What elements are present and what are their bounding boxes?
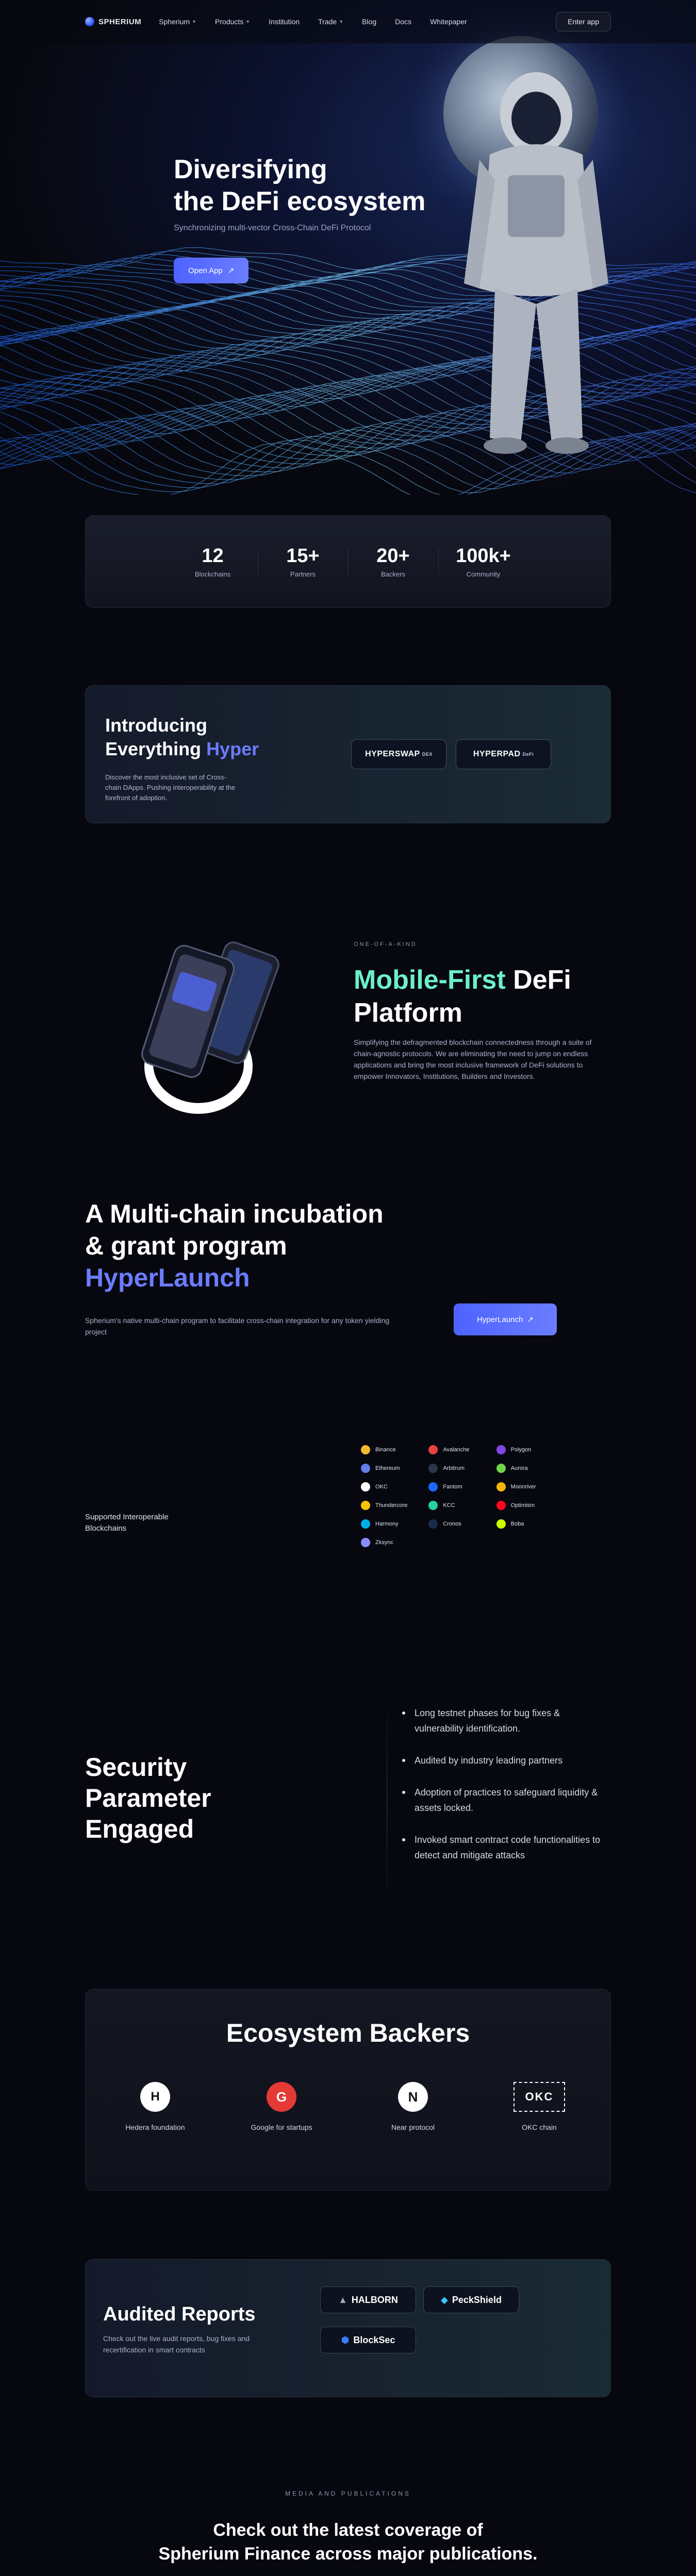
hyperswap-label: HYPERSWAP [365,750,420,758]
mobile-title-line1 [354,963,611,996]
stat-blockchains [174,545,252,578]
mobile-app-phones-image [121,933,302,1123]
security-item [402,1832,608,1863]
mobile-description: Simplifying the defragmented blockchain connectedness through a suite of chain-agnostic protocols. We are eliminating the need to jump on endless applications and bring the most inclusive framework of DeFi solutions to empower Innovators, Institutions, Builders and Investors. [354,1038,592,1080]
blockchain-item [428,1445,489,1454]
spherium-logo-icon [85,17,94,26]
stat-label: Blockchains [194,570,231,578]
stat-value: 15+ [286,545,320,567]
blockchain-name: Arbitrum [443,1465,465,1471]
brand-name: SPHERIUM [98,17,142,26]
blockchain-name: Cronos [443,1521,461,1527]
top-navbar [0,0,696,43]
stat-label: Partners [290,570,316,578]
stats-panel [85,515,611,608]
blockchain-item [361,1519,421,1529]
blockchain-name: OKC [375,1484,388,1490]
external-arrow-icon: ↗ [227,266,235,275]
blockchain-item [496,1482,557,1492]
hyperpad-label: HYPERPAD [473,750,521,758]
ecosystem-item-name: OKC chain [522,2123,557,2131]
ecosystem-item-name: Google for startups [251,2123,312,2131]
security-item-text: Audited by industry leading partners [415,1755,563,1766]
blockchain-name: Polygon [510,1447,532,1453]
peckshield-label: PeckShield [452,2294,502,2305]
blockchain-logo-icon [428,1482,438,1492]
blockchain-name: KCC [443,1502,455,1509]
stat-value: 12 [202,545,224,567]
blockchain-name: Ethereum [375,1465,400,1471]
menu-item-trade[interactable]: Trade ▼ [318,18,344,26]
peckshield-logo-icon: ◆ [441,2294,448,2305]
audited-reports-panel [85,2259,611,2397]
blockchain-logo-icon [496,1445,506,1454]
security-title-line1: Security [85,1753,187,1782]
security-list [402,1705,608,1879]
blockchain-logo-icon [361,1445,370,1454]
blockchain-item [361,1538,421,1547]
media-title [0,2518,696,2566]
blockchain-item [496,1519,557,1529]
hyperswap-pill[interactable] [351,739,446,769]
menu-item-docs[interactable]: Docs [395,18,412,26]
security-item-text: Invoked smart contract code functionalities to detect and mitigate attacks [415,1835,601,1860]
chevron-down-icon: ▼ [339,19,344,24]
blockchain-name: Fantom [443,1484,462,1490]
intro-title [105,714,259,761]
hyperswap-sub: DEX [422,752,433,757]
hero-subtitle: Synchronizing multi-vector Cross-Chain DeFi Protocol [174,224,371,232]
stat-label: Backers [381,570,405,578]
mobile-title [354,963,611,1029]
media-tag: MEDIA AND PUBLICATIONS [285,2490,411,2497]
blockchain-logo-icon [361,1501,370,1510]
blockchain-name: Thundercore [375,1502,408,1509]
hedera-logo-icon: H [140,2082,170,2112]
audit-title: Audited Reports [103,2303,256,2325]
bullet-icon [402,1791,405,1794]
multichain-title [85,1198,420,1294]
hero-title-line2: the DeFi ecosystem [174,187,426,216]
brand-logo[interactable] [85,17,141,26]
menu-item-whitepaper[interactable]: Whitepaper [430,18,467,26]
halborn-badge[interactable] [320,2286,416,2313]
blockchain-logo-icon [496,1501,506,1510]
security-title-line3: Engaged [85,1815,194,1843]
multichain-title-line2: & grant program [85,1231,287,1260]
security-item-text: Adoption of practices to safeguard liquidity & assets locked. [415,1787,598,1813]
hero-title-line1: Diversifying [174,155,327,184]
blockchain-item [428,1501,489,1510]
hyperlaunch-label: HyperLaunch [477,1315,523,1324]
blockchain-logo-icon [361,1538,370,1547]
menu-item-spherium[interactable]: Spherium ▼ [159,18,197,26]
astronaut-image [459,46,614,469]
divider [348,549,349,574]
security-item [402,1705,608,1736]
blockchain-logo-icon [361,1482,370,1492]
security-item-text: Long testnet phases for bug fixes & vulnerability identification. [415,1708,560,1734]
chevron-down-icon: ▼ [192,19,197,24]
menu-item-products[interactable]: Products ▼ [215,18,251,26]
stat-community [445,545,522,578]
blockchain-logo-icon [496,1464,506,1473]
blockchain-item [361,1501,421,1510]
blockchains-label: Supported Interoperable Blockchains [85,1513,169,1533]
mobile-title-line2: Platform [354,998,462,1028]
blockchain-item [361,1464,421,1473]
introducing-hyper-panel [85,685,611,823]
halborn-label: HALBORN [351,2294,398,2305]
mobile-title-rest: DeFi [505,965,571,995]
multichain-title-highlight: HyperLaunch [85,1263,250,1292]
intro-title-prefix: Everything [105,738,207,759]
security-item [402,1753,608,1768]
blockchain-list [361,1445,557,1547]
blockchain-item [496,1445,557,1454]
stat-label: Community [466,570,501,578]
blockchain-logo-icon [496,1519,506,1529]
blockchain-name: Moonriver [510,1484,536,1490]
open-app-label: Open App [188,266,223,275]
audit-description: Check out the live audit reports, bug fixes and recertification in smart contracts [103,2334,250,2354]
blockchain-item [496,1464,557,1473]
ecosystem-title: Ecosystem Backers [226,2019,470,2047]
menu-item-blog[interactable]: Blog [362,18,377,26]
blockchain-item [496,1501,557,1510]
peckshield-badge[interactable] [423,2286,519,2313]
open-app-button[interactable] [174,258,248,283]
blockchain-item [361,1482,421,1492]
external-arrow-icon: ↗ [527,1315,534,1324]
intro-description: Discover the most inclusive set of Cross-chain DApps. Pushing interoperability at the forefront of adoption. [105,773,236,802]
chevron-down-icon: ▼ [245,19,251,24]
blockchain-name: Harmony [375,1521,399,1527]
ecosystem-item-okc[interactable] [493,2082,586,2131]
blockchain-name: Aurora [510,1465,528,1471]
menu-item-institution[interactable]: Institution [269,18,300,26]
mobile-tag: ONE-OF-A-KIND [354,941,417,947]
blockchain-logo-icon [428,1519,438,1529]
blockchain-logo-icon [428,1464,438,1473]
bullet-icon [402,1711,405,1715]
blockchain-name: Zksync [375,1539,393,1546]
blockchain-item [361,1445,421,1454]
okc-logo-icon: OKC [513,2082,565,2112]
ecosystem-item-name: Near protocol [391,2123,435,2131]
main-menu [159,18,467,26]
security-item [402,1785,608,1816]
blockchain-item [428,1464,489,1473]
security-title [85,1752,271,1844]
blocksec-logo-icon: ⬢ [341,2334,350,2345]
google-logo-icon: G [267,2082,296,2112]
hyperlaunch-button[interactable] [454,1303,557,1335]
blockchain-name: Avalanche [443,1447,470,1453]
hyperpad-pill[interactable] [456,739,551,769]
intro-title-line1: Introducing [105,715,207,736]
hyperpad-sub: DeFi [522,752,534,757]
ecosystem-item-name: Hedera foundation [125,2123,185,2131]
ecosystem-item-hedera[interactable] [109,2082,202,2131]
blockchain-item [428,1482,489,1492]
intro-title-highlight: Hyper [206,738,259,759]
ecosystem-backers-panel [85,1989,611,2191]
media-title-line2: Spherium Finance across major publications. [158,2544,538,2564]
stat-value: 20+ [376,545,410,567]
media-title-line1: Check out the latest coverage of [213,2520,483,2540]
stat-value: 100k+ [456,545,511,567]
security-title-line2: Parameter [85,1784,211,1812]
blockchain-name: Boba [510,1521,524,1527]
halborn-logo-icon: ▲ [338,2294,347,2305]
bullet-icon [402,1759,405,1762]
blockchain-logo-icon [361,1519,370,1529]
hero-content [174,154,462,283]
blockchain-name: Optimism [510,1502,535,1509]
hero-title [174,154,462,217]
stat-partners [264,545,342,578]
ecosystem-item-near[interactable] [367,2082,459,2131]
divider [438,549,439,574]
multichain-title-line1: A Multi-chain incubation [85,1199,384,1228]
blockchain-name: Binance [375,1447,396,1453]
blocksec-badge[interactable] [320,2327,416,2353]
bullet-icon [402,1838,405,1841]
blocksec-label: BlockSec [353,2334,395,2345]
ecosystem-item-google[interactable] [235,2082,328,2131]
near-logo-icon: N [398,2082,428,2112]
blockchain-item [428,1519,489,1529]
mobile-title-highlight: Mobile-First [354,965,506,995]
multichain-description: Spherium's native multi-chain program to facilitate cross-chain integration for any token yielding project [85,1316,390,1336]
stat-backers [355,545,432,578]
enter-app-button[interactable]: Enter app [556,12,611,31]
blockchain-logo-icon [361,1464,370,1473]
intro-title-line2 [105,737,259,761]
blockchain-logo-icon [496,1482,506,1492]
blockchain-logo-icon [428,1501,438,1510]
blockchain-logo-icon [428,1445,438,1454]
